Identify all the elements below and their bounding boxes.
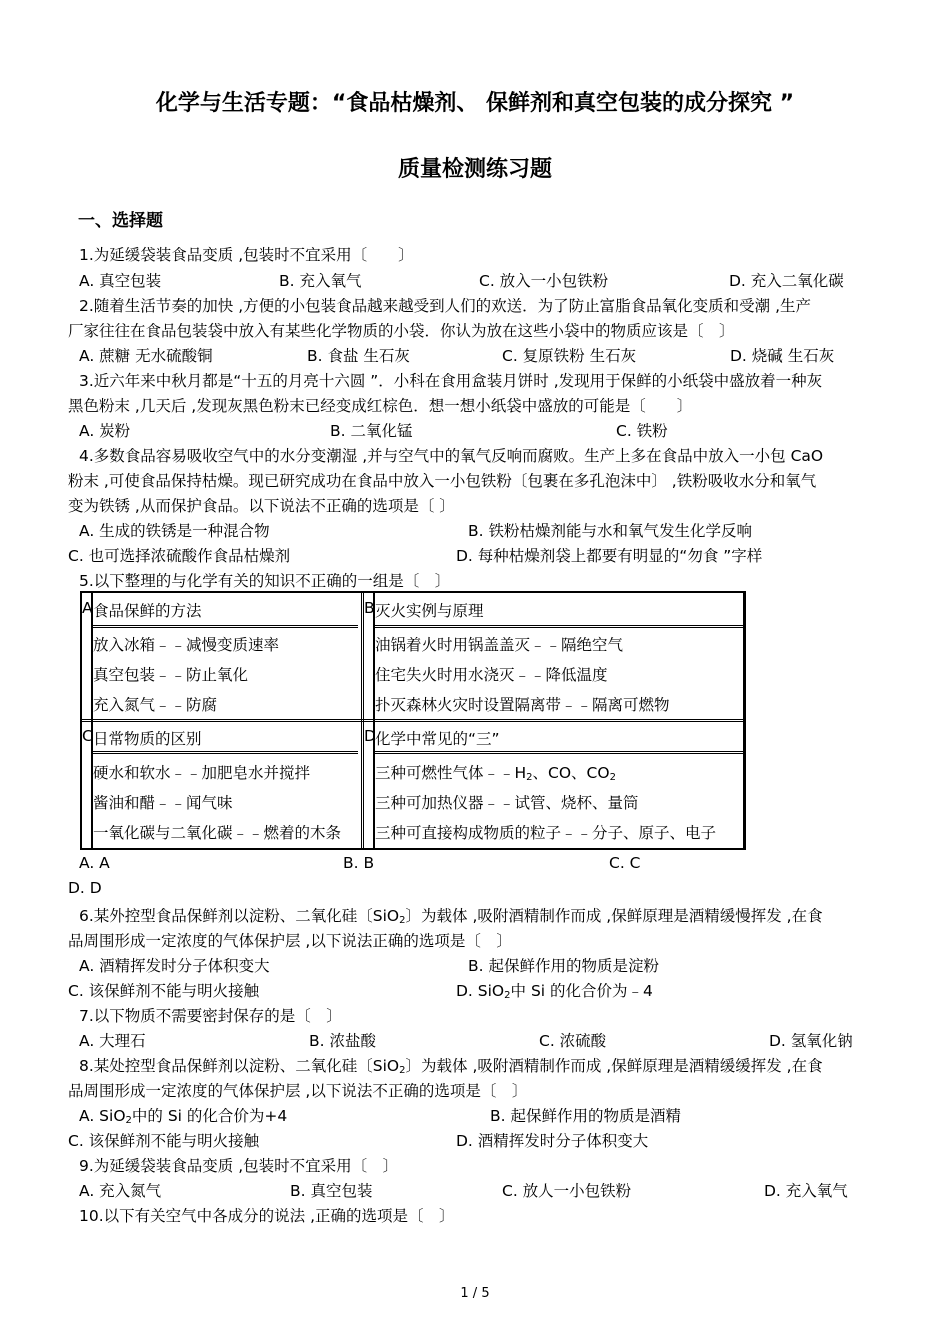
q5-option-d: D. D bbox=[68, 879, 102, 897]
q1-option-a: A. 真空包装 bbox=[79, 272, 162, 290]
page-number: 1 / 5 bbox=[460, 1286, 490, 1301]
q4-option-b: B. 铁粉枯燥剂能与水和氧气发生化学反响 bbox=[468, 522, 752, 540]
q4-option-c: C. 也可选择浓硫酸作食品枯燥剂 bbox=[68, 547, 291, 565]
q8-option-c: C. 该保鲜剂不能与明火接触 bbox=[68, 1132, 260, 1150]
q2-option-d: D. 烧碱 生石灰 bbox=[730, 347, 835, 365]
q1-option-c: C. 放入一小包铁粉 bbox=[479, 272, 609, 290]
q6-stem-2: 品周围形成一定浓度的气体保护层 ,以下说法正确的选项是〔 〕 bbox=[68, 932, 512, 950]
table-c-row-1: 硬水和软水﹣﹣加肥皂水并搅拌 bbox=[93, 764, 311, 782]
section-heading: 一、选择题 bbox=[78, 211, 163, 231]
q6-option-b: B. 起保鲜作用的物质是淀粉 bbox=[468, 957, 659, 975]
q5-table bbox=[80, 591, 746, 850]
q5-option-c: C. C bbox=[609, 854, 641, 872]
title-line-1: 化学与生活专题：“食品枯燥剂、 保鲜剂和真空包装的成分探究 ” bbox=[155, 91, 795, 116]
table-c-row-2: 酱油和醋﹣﹣闻气味 bbox=[93, 794, 233, 812]
q6-option-a: A. 酒精挥发时分子体积变大 bbox=[79, 957, 270, 975]
table-d-head: 化学中常见的“三” bbox=[375, 730, 500, 748]
q3-stem-1: 3.近六年来中秋月都是“十五的月亮十六圆 ”．小科在食用盒装月饼时 ,发现用于保鲜的小纸袋中盛放着一种灰 bbox=[79, 372, 823, 390]
table-a-row-3: 充入氮气﹣﹣防腐 bbox=[93, 696, 218, 714]
q3-option-b: B. 二氧化锰 bbox=[330, 422, 413, 440]
q9-option-d: D. 充入氧气 bbox=[764, 1182, 848, 1200]
q5-stem: 5.以下整理的与化学有关的知识不正确的一组是〔 〕 bbox=[79, 572, 451, 590]
table-label-d: D bbox=[364, 727, 376, 745]
table-d-row-2: 三种可加热仪器﹣﹣试管、烧杯、量筒 bbox=[375, 794, 639, 812]
table-c-row-3: 一氧化碳与二氧化碳﹣﹣燃着的木条 bbox=[93, 824, 342, 842]
q1-option-d: D. 充入二氧化碳 bbox=[729, 272, 844, 290]
table-b-head: 灭火实例与原理 bbox=[375, 602, 484, 620]
q7-option-c: C. 浓硫酸 bbox=[539, 1032, 607, 1050]
q9-option-b: B. 真空包装 bbox=[290, 1182, 373, 1200]
q9-option-a: A. 充入氮气 bbox=[79, 1182, 162, 1200]
q2-stem-1: 2.随着生活节奏的加快 ,方便的小包装食品越来越受到人们的欢送．为了防止富脂食品氧化变质和受潮 ,生产 bbox=[79, 297, 811, 315]
q2-option-c: C. 复原铁粉 生石灰 bbox=[502, 347, 637, 365]
q1-option-b: B. 充入氧气 bbox=[279, 272, 362, 290]
table-label-a: A bbox=[82, 599, 93, 617]
table-b-row-1: 油锅着火时用锅盖盖灭﹣﹣隔绝空气 bbox=[375, 636, 624, 654]
q2-stem-2: 厂家往往在食品包装袋中放入有某些化学物质的小袋．你认为放在这些小袋中的物质应该是〔 〕 bbox=[68, 322, 735, 340]
table-c-head: 日常物质的区别 bbox=[93, 730, 202, 748]
q3-stem-2: 黑色粉末 ,几天后 ,发现灰黑色粉末已经变成红棕色．想一想小纸袋中盛放的可能是〔 〕 bbox=[68, 397, 693, 415]
table-label-b: B bbox=[364, 599, 375, 617]
q7-option-d: D. 氢氧化钠 bbox=[769, 1032, 853, 1050]
q1-stem: 1.为延缓袋装食品变质 ,包装时不宜采用〔 〕 bbox=[79, 246, 414, 264]
q6-option-d: D. SiO$_2$中 Si 的化合价为﹣4 bbox=[456, 982, 653, 1001]
q2-option-b: B. 食盐 生石灰 bbox=[307, 347, 410, 365]
q4-option-a: A. 生成的铁锈是一种混合物 bbox=[79, 522, 270, 540]
q4-stem-1: 4.多数食品容易吸收空气中的水分变潮湿 ,并与空气中的氧气反响而腐败。生产上多在食品中放入一小包 CaO bbox=[79, 447, 824, 465]
q7-stem: 7.以下物质不需要密封保存的是〔 〕 bbox=[79, 1007, 342, 1025]
q9-option-c: C. 放人一小包铁粉 bbox=[502, 1182, 632, 1200]
q4-option-d: D. 每种枯燥剂袋上都要有明显的“勿食 ”字样 bbox=[456, 547, 763, 565]
table-a-head: 食品保鲜的方法 bbox=[93, 602, 202, 620]
table-d-row-1: 三种可燃性气体$﹣﹣H_2$、CO、$CO_2$ bbox=[375, 764, 616, 783]
q9-stem: 9.为延缓袋装食品变质 ,包装时不宜采用〔 〕 bbox=[79, 1157, 399, 1175]
table-b-row-2: 住宅失火时用水浇灭﹣﹣降低温度 bbox=[375, 666, 608, 684]
q2-option-a: A. 蔗糖 无水硫酸铜 bbox=[79, 347, 213, 365]
q8-option-a: A. SiO$_2$中的 Si 的化合价为+4 bbox=[79, 1107, 288, 1126]
table-a-row-2: 真空包装﹣﹣防止氧化 bbox=[93, 666, 249, 684]
q4-stem-3: 变为铁锈 ,从而保护食品。以下说法不正确的选项是〔 〕 bbox=[68, 497, 455, 515]
q8-stem-2: 品周围形成一定浓度的气体保护层 ,以下说法不正确的选项是〔 〕 bbox=[68, 1082, 528, 1100]
q3-option-c: C. 铁粉 bbox=[616, 422, 668, 440]
q8-option-b: B. 起保鲜作用的物质是酒精 bbox=[490, 1107, 681, 1125]
table-b-row-3: 扑灭森林火灾时设置隔离带﹣﹣隔离可燃物 bbox=[375, 696, 670, 714]
q7-option-a: A. 大理石 bbox=[79, 1032, 146, 1050]
q5-option-b: B. B bbox=[343, 854, 375, 872]
q6-stem-1: 6.某外控型食品保鲜剂以淀粉、二氧化硅〔SiO$_2$〕为载体 ,吸附酒精制作而成 ,保鲜原理是酒精缓慢挥发 ,在食 bbox=[79, 907, 823, 926]
q8-option-d: D. 酒精挥发时分子体积变大 bbox=[456, 1132, 649, 1150]
q4-stem-2: 粉末 ,可使食品保持枯燥。现已研究成功在食品中放入一小包铁粉〔包裹在多孔泡沫中〕 ,铁粉吸收水分和氧气 bbox=[68, 472, 817, 490]
q8-stem-1: 8.某处控型食品保鲜剂以淀粉、二氧化硅〔SiO$_2$〕为载体 ,吸附酒精制作而成 ,保鲜原理是酒精缓缓挥发 ,在食 bbox=[79, 1057, 823, 1076]
q6-option-c: C. 该保鲜剂不能与明火接触 bbox=[68, 982, 260, 1000]
table-d-row-3: 三种可直接构成物质的粒子﹣﹣分子、原子、电子 bbox=[375, 824, 717, 842]
q3-option-a: A. 炭粉 bbox=[79, 422, 131, 440]
q10-stem: 10.以下有关空气中各成分的说法 ,正确的选项是〔 〕 bbox=[79, 1207, 455, 1225]
table-label-c: C bbox=[82, 727, 93, 745]
q5-option-a: A. A bbox=[79, 854, 110, 872]
table-a-row-1: 放入冰箱﹣﹣减慢变质速率 bbox=[93, 636, 280, 654]
title-line-2: 质量检测练习题 bbox=[397, 157, 552, 182]
q7-option-b: B. 浓盐酸 bbox=[309, 1032, 376, 1050]
